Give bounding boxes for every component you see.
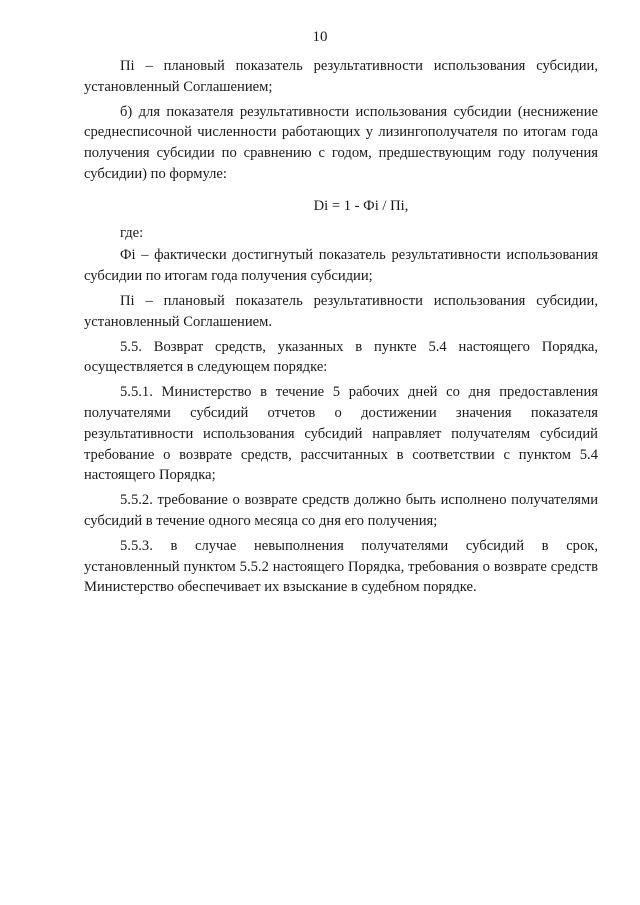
paragraph-5-5-2: 5.5.2. требование о возврате средств должно быть исполнено получателями субсидий в течение одного месяца со дня его получения; — [84, 492, 598, 529]
document-body — [84, 56, 598, 598]
paragraph-5-5-3: 5.5.3. в случае невыполнения получателями субсидий в срок, установленный пунктом 5.5.2 настоящего Порядка, требования о возврате средств Министерство обеспечивает их взыскание в судебном порядке. — [84, 537, 598, 596]
paragraph-5-5-1: 5.5.1. Министерство в течение 5 рабочих дней со дня предоставления получателями субсидий отчетов о достижении значения показателя результативности использования субсидий направляет получателям субсидий требование о возврате средств, рассчитанных в соответствии с пунктом 5.4 настоящего Порядка; — [84, 384, 598, 484]
paragraph-pi-definition: Пi – плановый показатель результативности использования субсидии, установленный Соглашением; — [84, 58, 598, 95]
paragraph-5-5: 5.5. Возврат средств, указанных в пункте 5.4 настоящего Порядка, осуществляется в следующем порядке: — [84, 338, 598, 376]
paragraph-where: где: — [120, 224, 144, 241]
paragraph-fi-definition: Фi – фактически достигнутый показатель результативности использования субсидии по итогам года получения субсидии; — [84, 247, 598, 285]
page-number: 10 — [312, 29, 328, 45]
formula: Di = 1 - Фi / Пi, — [313, 197, 409, 214]
paragraph-item-b: б) для показателя результативности использования субсидии (неснижение среднесписочной численности работающих у лизингополучателя по итогам года получения субсидии по сравнению с годом, предшествующим году получения субсидии) по формуле: — [84, 103, 598, 182]
paragraph-pi-definition-2: Пi – плановый показатель результативности использования субсидии, установленный Соглашением. — [84, 292, 598, 330]
